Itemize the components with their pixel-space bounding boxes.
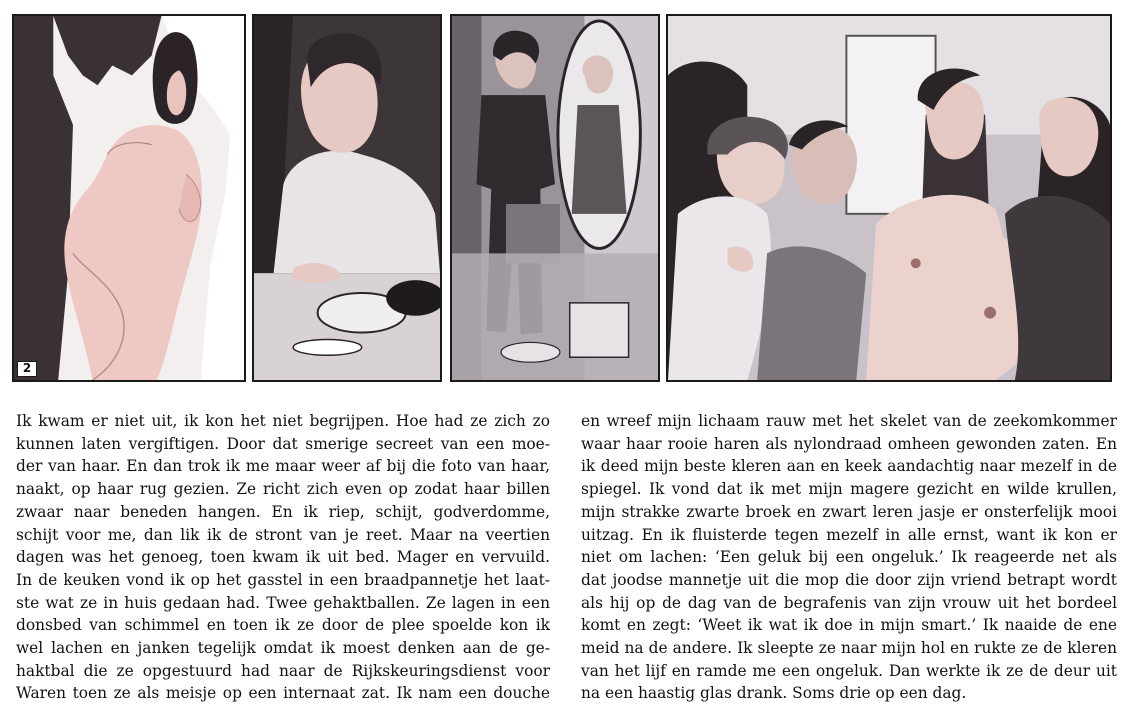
text-line: ste wat ze in huis gedaan had. Twee gehaktballen. Ze lagen in een: [16, 593, 550, 612]
text-line: ik deed mijn beste kleren aan en keek aandachtig naar mezelf in de: [581, 457, 1117, 476]
text-line: uitzag. En ik fluisterde tegen mezelf in alle ernst, want ik kon er: [581, 525, 1117, 544]
text-line: wel lachen en janken tegelijk omdat ik moest denken aan de ge-: [16, 639, 550, 658]
text-column-left: [16, 410, 550, 705]
text-line: donsbed van schimmel en toen ik ze door de plee spoelde kon ik: [16, 616, 550, 635]
comic-panel-1: [12, 14, 246, 382]
panel-4-illustration: [668, 16, 1110, 380]
text-line: dagen was het genoeg, toen kwam ik uit bed. Mager en vervuild.: [16, 548, 550, 567]
text-line: na een haastig glas drank. Soms drie op een dag.: [581, 684, 967, 703]
text-line: In de keuken vond ik op het gasstel in een braadpannetje het laat-: [16, 570, 550, 589]
text-line: mijn strakke zwarte broek en zwart leren jasje er onsterfelijk mooi: [581, 502, 1117, 521]
panel-2-illustration: [254, 16, 440, 380]
text-line: der van haar. En dan trok ik me maar weer af bij die foto van haar,: [16, 457, 550, 476]
text-line: spiegel. Ik vond dat ik met mijn magere gezicht en wilde krullen,: [581, 480, 1117, 499]
text-line: haktbal die ze opgestuurd had naar de Rijkskeuringsdienst voor: [16, 661, 550, 680]
comic-panel-2: [252, 14, 442, 382]
comic-panel-4: [666, 14, 1112, 382]
panel-1-illustration: [14, 16, 244, 380]
text-line: en wreef mijn lichaam rauw met het skelet van de zeekomkommer: [581, 412, 1117, 430]
text-line: als hij op de dag van de begrafenis van zijn vrouw uit het bordeel: [581, 593, 1117, 612]
text-line: Waren toen ze als meisje op een internaat zat. Ik nam een douche: [16, 684, 550, 703]
panel-number: 2: [17, 361, 37, 377]
comic-panel-3: [450, 14, 660, 382]
text-line: kunnen laten vergiftigen. Door dat smerige secreet van een moe-: [16, 434, 550, 453]
text-line: dat joodse mannetje uit die mop die door zijn vriend betrapt wordt: [581, 570, 1117, 589]
text-line: niet om lachen: ‘Een geluk bij een ongeluk.’ Ik reageerde net als: [581, 548, 1117, 567]
text-line: waar haar rooie haren als nylondraad omheen gewonden zaten. En: [581, 434, 1117, 453]
text-line: naakt, op haar rug gezien. Ze richt zich even op zodat haar billen: [16, 480, 550, 499]
text-line: van het lijf en ramde me een ongeluk. Dan werkte ik ze de deur uit: [581, 661, 1117, 680]
text-line: zwaar naar beneden hangen. En ik riep, schijt, godverdomme,: [16, 502, 550, 521]
text-line: schijt voor me, dan lik ik de stront van je reet. Maar na veertien: [16, 525, 550, 544]
text-line: komt en zegt: ‘Weet ik wat ik doe in mijn smart.’ Ik naaide de ene: [581, 616, 1117, 635]
text-line: meid na de andere. Ik sleepte ze naar mijn hol en rukte ze de kleren: [581, 639, 1117, 658]
panel-3-illustration: [452, 16, 658, 380]
text-column-right: [581, 410, 1117, 705]
text-line: Ik kwam er niet uit, ik kon het niet begrijpen. Hoe had ze zich zo: [16, 412, 550, 430]
